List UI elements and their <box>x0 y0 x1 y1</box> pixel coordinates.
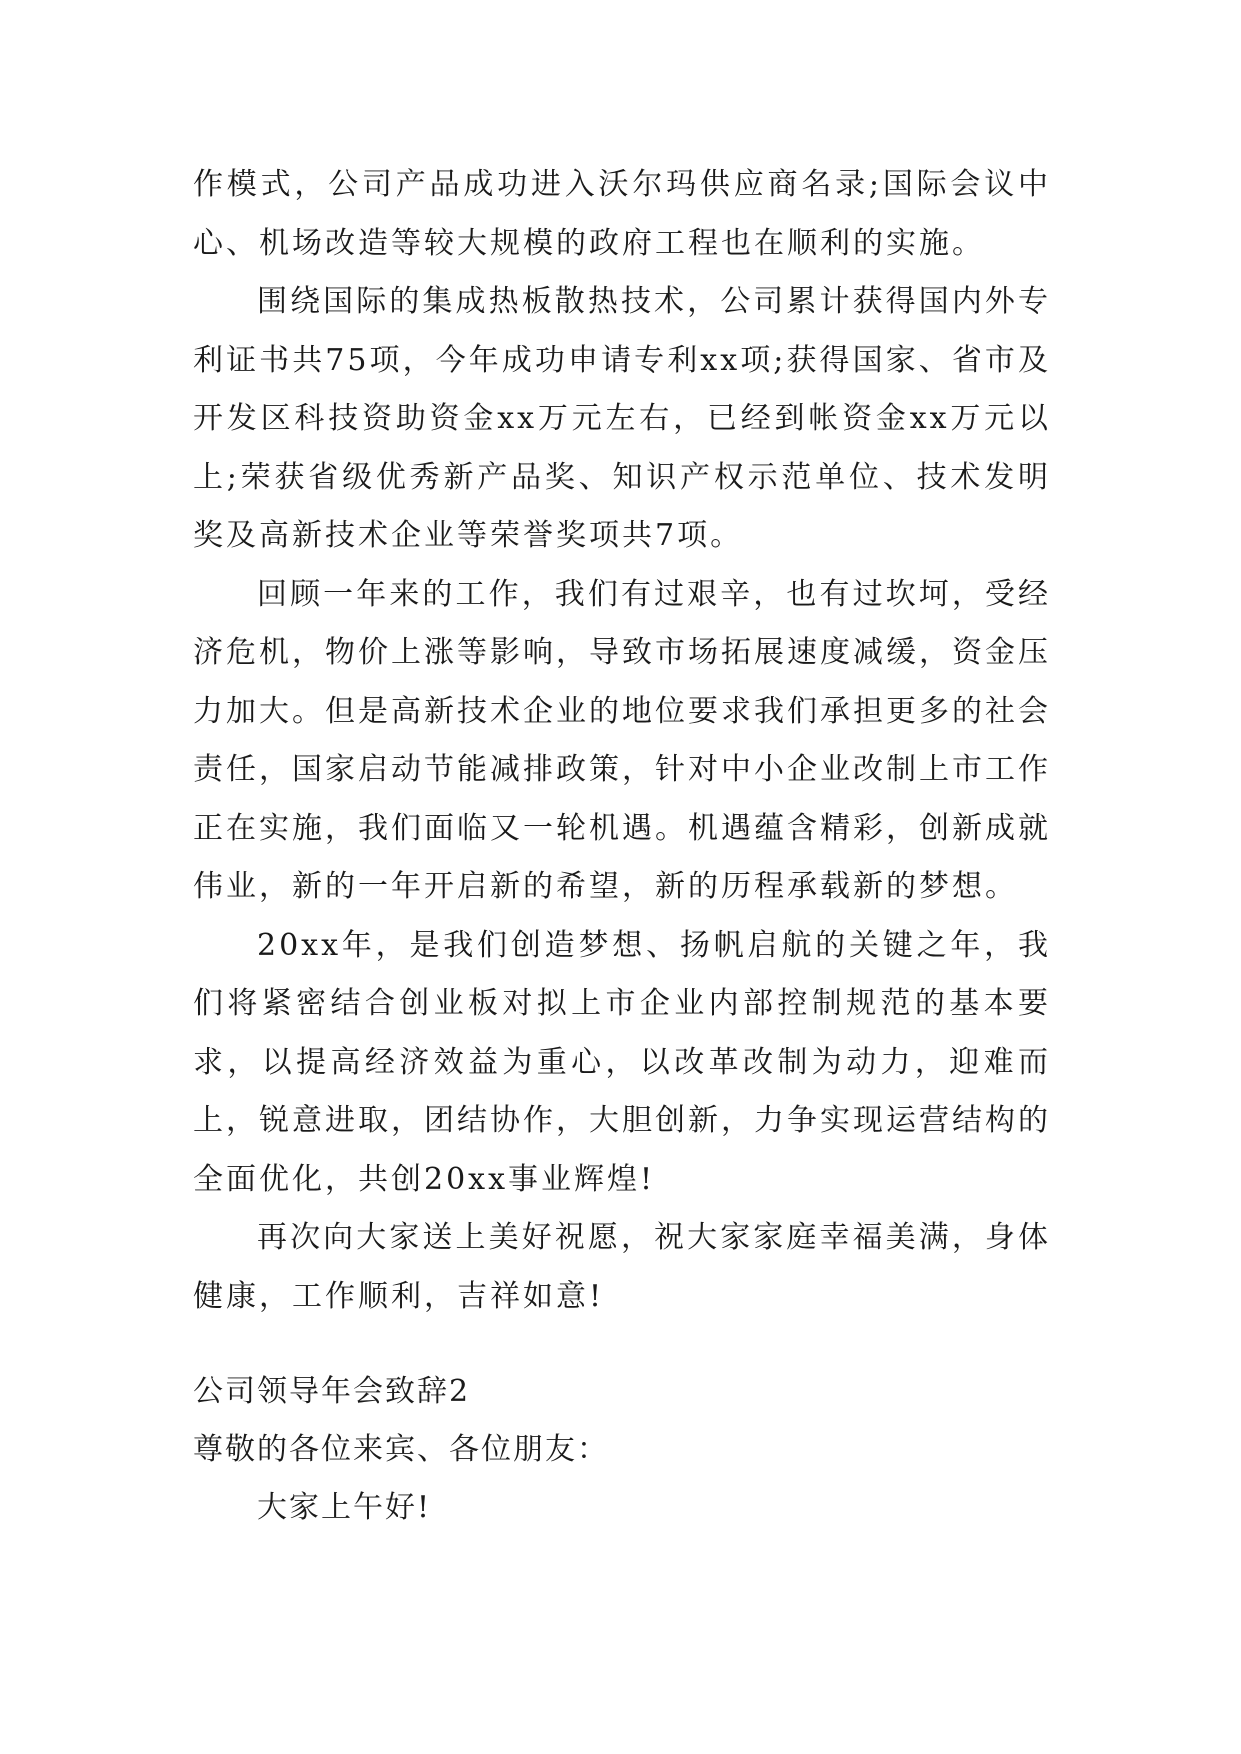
paragraph-review: 回顾一年来的工作，我们有过艰辛，也有过坎坷，受经济危机，物价上涨等影响，导致市场拓展速度减缓，资金压力加大。但是高新技术企业的地位要求我们承担更多的社会责任，国家启动节能减排政策，针对中小企业改制上市工作正在实施，我们面临又一轮机遇。机遇蕴含精彩，创新成就伟业，新的一年开启新的希望，新的历程承载新的梦想。 <box>193 576 1051 904</box>
paragraph-wishes: 再次向大家送上美好祝愿，祝大家家庭幸福美满，身体健康，工作顺利，吉祥如意! <box>193 1220 1051 1314</box>
salutation: 尊敬的各位来宾、各位朋友： <box>193 1432 609 1467</box>
section-title: 公司领导年会致辞2 <box>193 1374 471 1409</box>
speech-section <box>193 1363 1051 1537</box>
paragraph-outlook: 20xx年，是我们创造梦想、扬帆启航的关键之年，我们将紧密结合创业板对拟上市企业内部控制规范的基本要求，以提高经济效益为重心，以改革改制为动力，迎难而上，锐意进取，团结协作，大胆创新，力争实现运营结构的全面优化，共创20xx事业辉煌! <box>193 927 1051 1197</box>
document-body <box>193 156 1051 1326</box>
paragraph-intro-continued: 作模式，公司产品成功进入沃尔玛供应商名录;国际会议中心、机场改造等较大规模的政府工程也在顺利的实施。 <box>193 167 1051 261</box>
paragraph-patents: 围绕国际的集成热板散热技术，公司累计获得国内外专利证书共75项，今年成功申请专利xx项;获得国家、省市及开发区科技资助资金xx万元左右，已经到帐资金xx万元以上;荣获省级优秀新产品奖、知识产权示范单位、技术发明奖及高新技术企业等荣誉奖项共7项。 <box>193 284 1051 553</box>
greeting: 大家上午好! <box>257 1490 432 1525</box>
